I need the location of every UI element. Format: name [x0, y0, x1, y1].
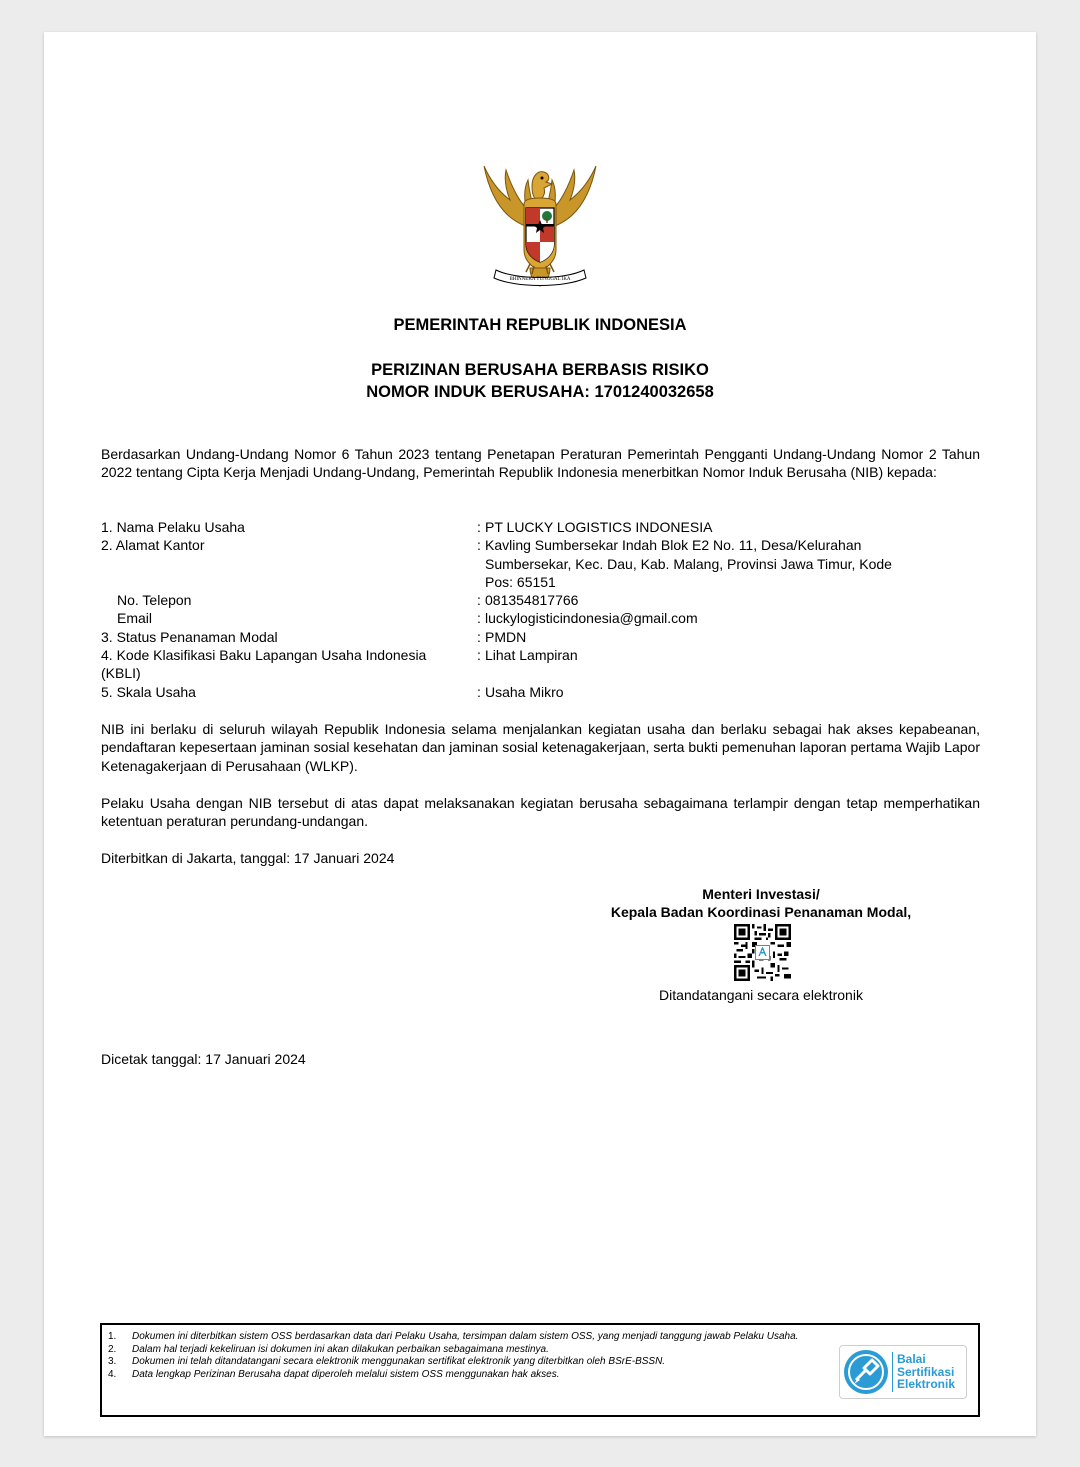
field-row-email [101, 609, 980, 627]
colon: : [477, 592, 481, 609]
electronically-signed-note: Ditandatangani secara elektronik [659, 987, 863, 1003]
note-number: 2. [108, 1343, 117, 1355]
colon: : [477, 519, 481, 535]
signatory-title [584, 885, 938, 922]
signatory-line-2: Kepala Badan Koordinasi Penanaman Modal, [610, 904, 912, 921]
field-row-business-scale [101, 683, 980, 701]
qr-code-icon [734, 924, 791, 981]
colon: : [477, 683, 481, 700]
obligation-paragraph: Pelaku Usaha dengan NIB tersebut di atas dapat melaksanakan kegiatan berusaha sebagaimana terlampir dengan tetap memperhatikan ketentuan peraturan perundang-undangan. [101, 795, 980, 830]
field-label: 4. Kode Klasifikasi Baku Lapangan Usaha Indonesia (KBLI) [101, 647, 427, 682]
field-label: 3. Status Penanaman Modal [101, 628, 278, 645]
footer-notes-box [100, 1323, 980, 1417]
colon: : [477, 628, 481, 645]
footer-note [108, 1356, 838, 1369]
validity-paragraph: NIB ini berlaku di seluruh wilayah Republik Indonesia selama menjalankan kegiatan usaha dan berlaku sebagai hak akses kepabeanan, pendaftaran kepesertaan jaminan sosial kesehatan dan jaminan sosial ketenagakerjaan, serta bukti pemenuhan laporan pertama Wajib Lapor Ketenagakerjaan di Perusahaan (WLKP). [101, 721, 980, 774]
bsre-text [897, 1353, 955, 1391]
footer-note [108, 1369, 838, 1382]
government-heading: PEMERINTAH REPUBLIK INDONESIA [393, 316, 687, 334]
document-page [44, 32, 1036, 1436]
field-value: Kavling Sumbersekar Indah Blok E2 No. 11, Desa/Kelurahan Sumbersekar, Kec. Dau, Kab. Malang, Provinsi Jawa Timur, Kode Pos: 65151 [485, 537, 892, 590]
issued-date: Diterbitkan di Jakarta, tanggal: 17 Januari 2024 [101, 850, 395, 866]
colon: : [477, 610, 481, 627]
note-number: 3. [108, 1356, 117, 1368]
garuda-pancasila-emblem-icon [480, 160, 600, 292]
field-row-phone [101, 591, 980, 609]
field-row-kbli [101, 646, 980, 683]
intro-paragraph: Berdasarkan Undang-Undang Nomor 6 Tahun 2023 tentang Penetapan Peraturan Pemerintah Pengganti Undang-Undang Nomor 2 Tahun 2022 tentang Cipta Kerja Menjadi Undang-Undang, Pemerintah Republik Indonesia menerbitkan Nomor Induk Berusaha (NIB) kepada: [101, 446, 980, 481]
printed-date: Dicetak tanggal: 17 Januari 2024 [101, 1051, 306, 1067]
field-label: 5. Skala Usaha [101, 683, 196, 700]
field-value: Lihat Lampiran [485, 647, 578, 664]
field-row-office-address [101, 536, 980, 591]
document-title [44, 359, 1036, 403]
bsre-divider [892, 1352, 893, 1392]
bsre-line-2: Sertifikasi [897, 1364, 955, 1379]
footer-notes [108, 1331, 838, 1381]
note-text: Data lengkap Perizinan Berusaha dapat diperoleh melalui sistem OSS menggunakan hak akses. [132, 1368, 560, 1380]
title-line-1: PERIZINAN BERUSAHA BERBASIS RISIKO [371, 361, 709, 379]
note-text: Dokumen ini diterbitkan sistem OSS berdasarkan data dari Pelaku Usaha, tersimpan dalam sistem OSS, yang menjadi tanggung jawab Pelaku Usaha. [132, 1331, 799, 1342]
footer-note [108, 1344, 838, 1357]
bsre-badge [839, 1345, 967, 1399]
field-value: Usaha Mikro [485, 683, 564, 700]
bsre-line-3: Elektronik [897, 1377, 956, 1392]
field-label: Email [117, 610, 153, 627]
note-text: Dokumen ini telah ditandatangani secara elektronik menggunakan sertifikat elektronik yang diterbitkan oleh BSrE-BSSN. [132, 1356, 666, 1368]
field-value: PMDN [485, 628, 527, 645]
colon: : [477, 647, 481, 664]
note-number: 4. [108, 1368, 117, 1380]
field-label: No. Telepon [117, 592, 192, 609]
field-value: 081354817766 [485, 592, 579, 609]
footer-note [108, 1331, 838, 1344]
note-text: Dalam hal terjadi kekeliruan isi dokumen ini akan dilakukan perbaikan sebagaimana mestinya. [132, 1343, 549, 1355]
field-row-investment-status [101, 628, 980, 646]
field-row-business-name [101, 518, 980, 536]
note-number: 1. [108, 1331, 117, 1342]
business-fields [101, 518, 980, 701]
field-label: 2. Alamat Kantor [101, 537, 205, 554]
field-value: PT LUCKY LOGISTICS INDONESIA [485, 519, 713, 535]
colon: : [477, 537, 481, 554]
field-label: 1. Nama Pelaku Usaha [101, 519, 245, 535]
nib-number: NOMOR INDUK BERUSAHA: 1701240032658 [366, 383, 714, 401]
bsre-line-1: Balai [897, 1352, 926, 1367]
emblem-motto: BHINNEKA TUNGGAL IKA [509, 277, 571, 282]
bsre-key-logo-icon [842, 1348, 890, 1396]
signatory-line-1: Menteri Investasi/ [702, 886, 820, 902]
field-value: luckylogisticindonesia@gmail.com [485, 610, 698, 627]
